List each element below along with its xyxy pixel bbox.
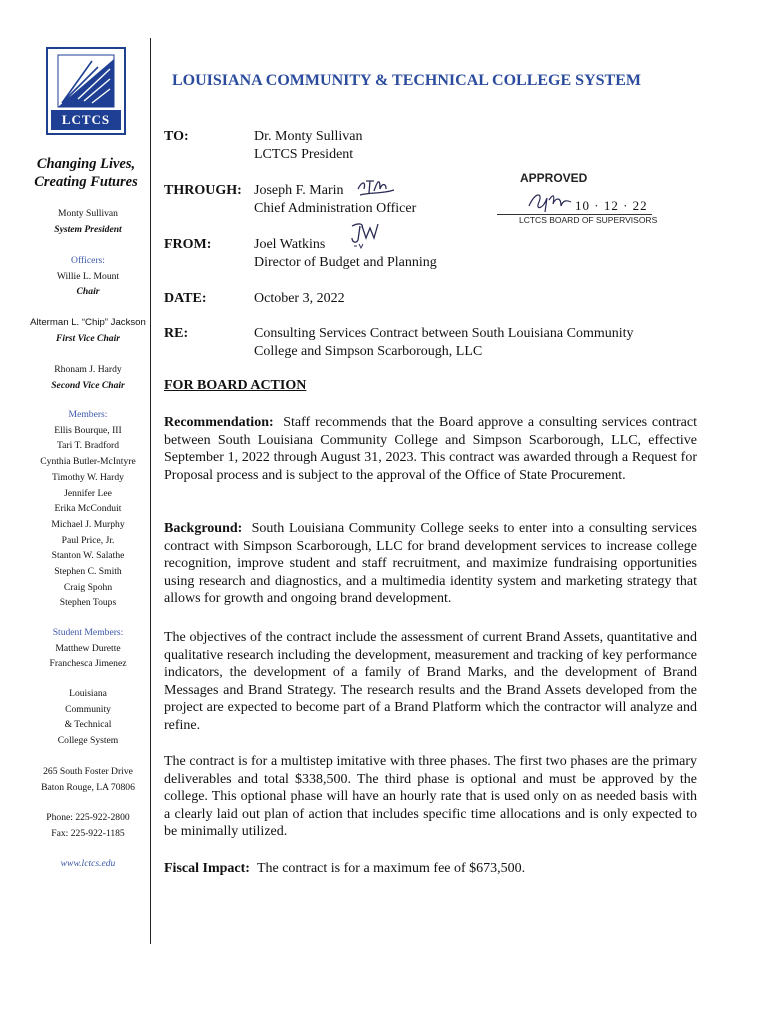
through-name: Joseph F. Marin xyxy=(254,183,344,198)
president-block xyxy=(28,206,148,237)
org-line: College System xyxy=(57,735,119,747)
fiscal-impact-text: The contract is for a maximum fee of $673,500. xyxy=(256,861,526,876)
logo-text: LCTCS xyxy=(51,110,121,130)
fax-number: Fax: 225-922-1185 xyxy=(51,827,125,839)
to-name: Dr. Monty Sullivan xyxy=(254,129,363,144)
re-line-2: College and Simpson Scarborough, LLC xyxy=(254,344,483,359)
approval-date: 10 · 12 · 22 xyxy=(575,198,648,213)
org-line: & Technical xyxy=(64,719,112,731)
recommendation-label: Recommendation: xyxy=(164,415,274,430)
officer-role: Chair xyxy=(76,286,100,298)
from-label: FROM: xyxy=(164,237,212,252)
approval-board-label: LCTCS BOARD OF SUPERVISORS xyxy=(519,215,658,225)
student-member-name: Matthew Durette xyxy=(55,642,121,654)
officers-block xyxy=(28,253,148,300)
member-name: Ellis Bourque, III xyxy=(54,424,122,436)
website-link[interactable]: www.lctcs.edu xyxy=(60,858,116,869)
member-name: Cynthia Butler-McIntyre xyxy=(40,456,136,468)
through-label: THROUGH: xyxy=(164,183,242,198)
background-text: South Louisiana Community College seeks to enter into a consulting services contract with Simpson Scarborough, LLC for brand development services to increase college recognition, improve student and staff recruitment, and maximize fundraising opportunities using research and diagnostics, and a multimedia identity system and marketing strategy that allows for growth and ongoing brand development. xyxy=(164,521,698,606)
to-label: TO: xyxy=(164,129,189,144)
members-label: Members: xyxy=(68,409,108,420)
officer-role: First Vice Chair xyxy=(56,332,120,344)
to-title: LCTCS President xyxy=(254,147,354,162)
through-initials-signature xyxy=(356,175,396,201)
recommendation-text: Staff recommends that the Board approve a consulting services contract between South Louisiana Community College and Simpson Scarborough, LLC, effective September 1, 2022 through August 31, 2023. This contract was awarded through a Request for Proposal process and is subject to the approval of the Office of State Procurement. xyxy=(164,415,697,483)
phone-number: Phone: 225-922-2800 xyxy=(46,812,130,823)
officers-label: Officers: xyxy=(71,255,105,266)
fiscal-impact-paragraph xyxy=(164,860,697,878)
officer-block-2 xyxy=(28,315,148,346)
re-line-1: Consulting Services Contract between South Louisiana Community xyxy=(254,326,634,341)
sidebar-divider xyxy=(150,38,151,944)
officer-name: Willie L. Mount xyxy=(56,270,120,282)
memo-heading: LOUISIANA COMMUNITY & TECHNICAL COLLEGE SYSTEM xyxy=(172,72,641,89)
address-line-1: 265 South Foster Drive xyxy=(43,766,133,777)
member-name: Tari T. Bradford xyxy=(56,440,120,452)
member-name: Jennifer Lee xyxy=(64,487,112,499)
website-block xyxy=(28,856,148,872)
section-title: FOR BOARD ACTION xyxy=(164,378,307,393)
approved-stamp: APPROVED xyxy=(520,171,588,185)
tagline-line-1: Changing Lives, xyxy=(36,156,136,172)
student-members-block xyxy=(28,625,148,672)
member-name: Stephen C. Smith xyxy=(54,566,122,578)
member-name: Timothy W. Hardy xyxy=(52,471,124,483)
org-line: Community xyxy=(65,703,111,715)
tagline xyxy=(28,155,144,191)
officer-name: Alterman L. “Chip” Jackson xyxy=(30,317,146,328)
background-label: Background: xyxy=(164,521,243,536)
re-label: RE: xyxy=(164,326,189,341)
president-name: Monty Sullivan xyxy=(58,208,118,219)
date-label: DATE: xyxy=(164,291,207,306)
address-line-2: Baton Rouge, LA 70806 xyxy=(41,781,135,793)
member-name: Craig Spohn xyxy=(63,581,113,593)
fiscal-impact-label: Fiscal Impact: xyxy=(164,861,250,876)
objectives-paragraph: The objectives of the contract include the assessment of current Brand Assets, quantitative and qualitative research including the development, measurement and tracking of key performance indicators, the development of a family of Brand Marks, and the development of Brand Messages and Brand Strategy. The research results and the Brand Assets developed from the project are expected to become part of a Brand Platform which the contractor will analyze and refine. xyxy=(164,630,697,733)
from-title: Director of Budget and Planning xyxy=(254,255,437,270)
recommendation-paragraph xyxy=(164,414,697,484)
contact-block xyxy=(28,810,148,841)
address-block xyxy=(28,764,148,795)
from-name: Joel Watkins xyxy=(254,237,326,252)
lctcs-logo xyxy=(46,47,126,135)
officer-name: Rhonam J. Hardy xyxy=(54,364,122,375)
phases-paragraph: The contract is for a multistep imitative with three phases. The first two phases are the primary deliverables and total $338,500. The third phase is optional and must be approved by the college. This optional phase will have an hourly rate that is used only on as needed basis with a clearly laid out plan of action that includes specific time allocations and is only expected to be minimally utilized. xyxy=(164,754,697,839)
background-paragraph xyxy=(164,520,697,608)
member-name: Michael J. Murphy xyxy=(51,518,125,530)
president-title: System President xyxy=(54,223,122,235)
officer-role: Second Vice Chair xyxy=(51,379,125,391)
tagline-line-2: Creating Futures xyxy=(34,174,138,190)
through-title: Chief Administration Officer xyxy=(254,201,417,216)
org-line: Louisiana xyxy=(69,688,107,699)
member-name: Paul Price, Jr. xyxy=(61,534,115,546)
approval-signature xyxy=(525,188,573,216)
student-member-name: Franchesca Jimenez xyxy=(49,658,127,670)
org-name-block xyxy=(28,686,148,749)
members-block xyxy=(28,407,148,611)
from-initials-signature xyxy=(348,220,382,250)
student-members-label: Student Members: xyxy=(52,627,124,638)
member-name: Stephen Toups xyxy=(59,597,117,609)
officer-block-3 xyxy=(28,362,148,393)
member-name: Stanton W. Salathe xyxy=(51,550,125,562)
member-name: Erika McConduit xyxy=(54,503,122,515)
date-value: October 3, 2022 xyxy=(254,291,345,306)
